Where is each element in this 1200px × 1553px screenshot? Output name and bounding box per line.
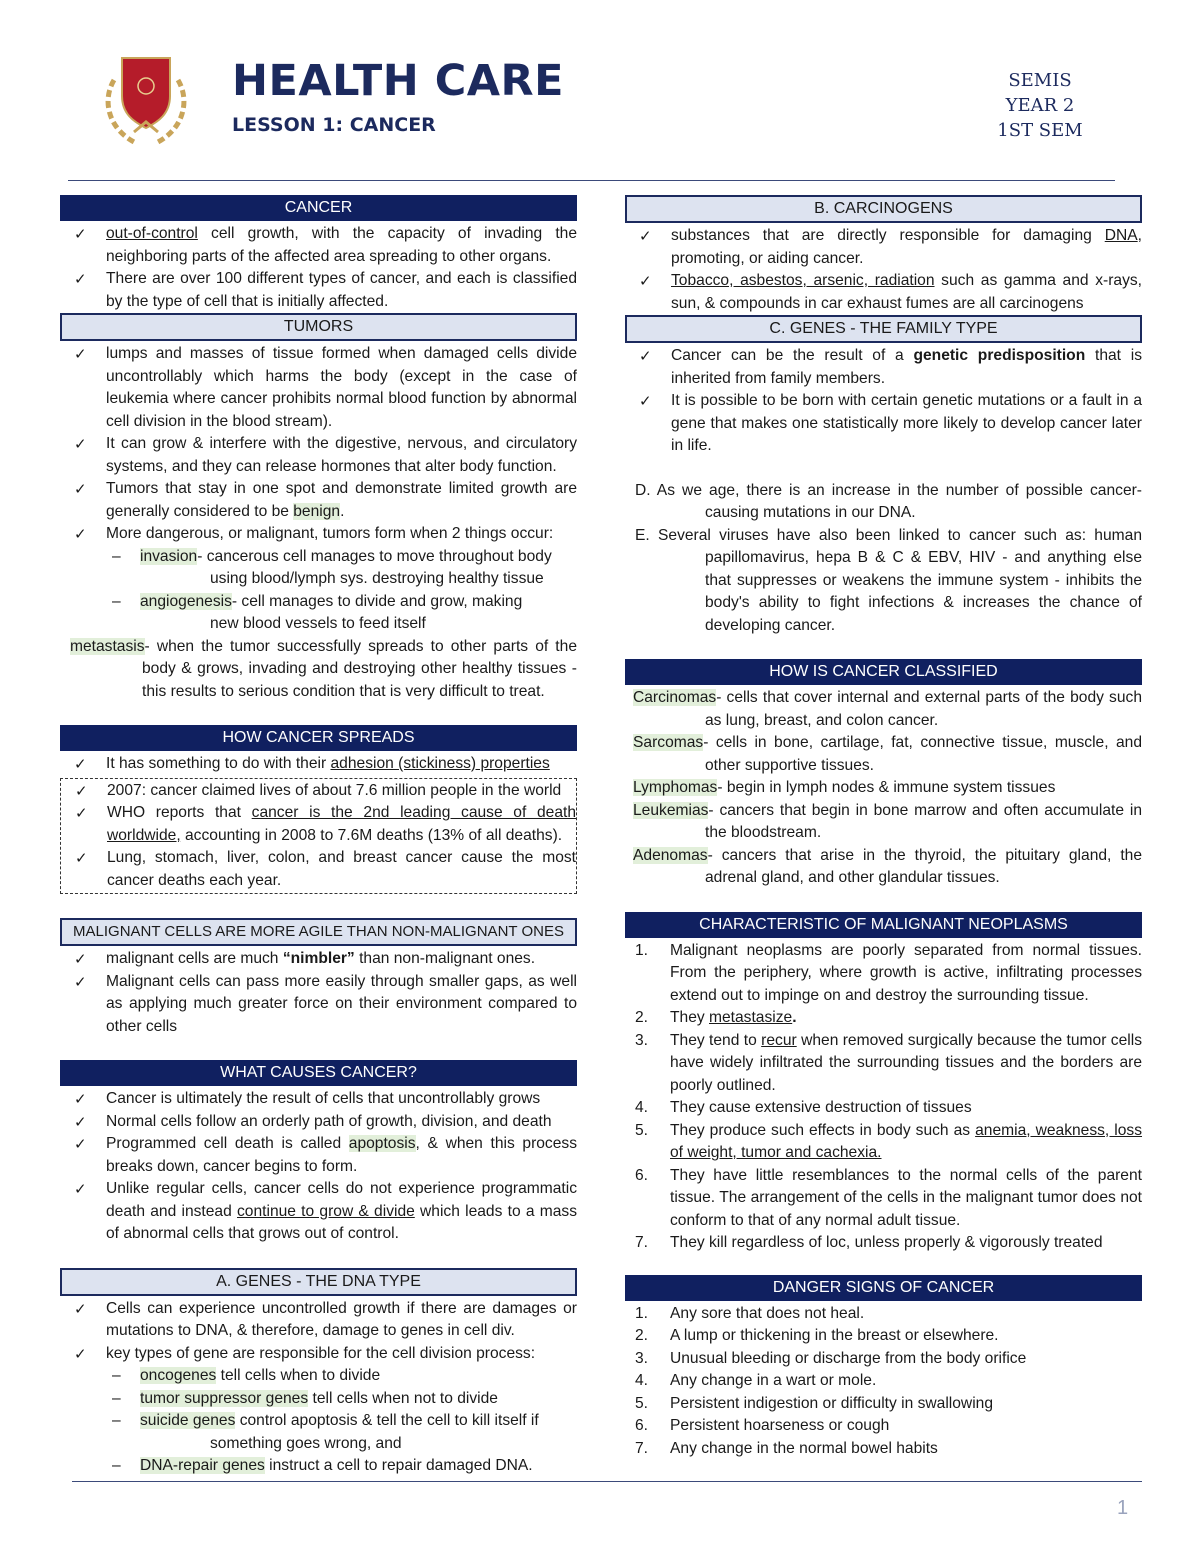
list-item: 7. Any change in the normal bowel habits (635, 1439, 938, 1457)
classification-item: Sarcomas- cells in bone, cartilage, fat, connective tissue, muscle, and other supportive tissues. (633, 734, 1142, 774)
section-heading: B. CARCINOGENS (625, 195, 1142, 223)
list-item: 1. Any sore that does not heal. (635, 1304, 865, 1322)
list-item: ✓ There are over 100 different types of cancer, and each is classified by the type of cell that is initially affected. (60, 268, 577, 313)
bullet-list (625, 225, 1142, 315)
list-item: 6. They have little resemblances to the normal cells of the parent tissue. The arrangement of the cells in the malignant tumor does not conform to that of any normal adult tissue. (635, 1166, 1142, 1229)
list-item: 4. They cause extensive destruction of tissues (635, 1099, 972, 1116)
right-column (625, 195, 1142, 1460)
classification-item: Adenomas- cancers that arise in the thyroid, the pituitary gland, the adrenal gland, and other glandular tissues. (633, 846, 1142, 886)
section-heading: CANCER (60, 195, 577, 221)
list-item: ✓ It is possible to be born with certain genetic mutations or a fault in a gene that makes one statistically more likely to develop cancer later in life. (625, 390, 1142, 458)
left-column (60, 195, 577, 1478)
list-item: ✓ Tobacco, asbestos, arsenic, radiation such as gamma and x-rays, sun, & compounds in car exhaust fumes are all carcinogens (625, 270, 1142, 315)
course-meta (985, 68, 1095, 143)
list-item: ✓ More dangerous, or malignant, tumors form when 2 things occur: (60, 523, 577, 546)
list-item: ✓ substances that are directly responsible for damaging DNA, promoting, or aiding cancer. (625, 225, 1142, 270)
bullet-list (60, 948, 577, 1038)
list-item: ✓ Cancer is ultimately the result of cells that uncontrollably grows (60, 1088, 577, 1111)
page-title: HEALTH CARE (232, 56, 565, 106)
dash-list (60, 546, 577, 636)
list-item: 2. They metastasize. (635, 1009, 797, 1026)
section-heading: HOW IS CANCER CLASSIFIED (625, 659, 1142, 685)
list-item: ✓ It has something to do with their adhesion (stickiness) properties (60, 753, 577, 776)
list-item: – DNA-repair genes instruct a cell to repair damaged DNA. (60, 1455, 577, 1478)
list-item: ✓ Tumors that stay in one spot and demonstrate limited growth are generally considered to be benign. (60, 478, 577, 523)
list-item: ✓ Normal cells follow an orderly path of growth, division, and death (60, 1111, 577, 1134)
list-item: ✓ lumps and masses of tissue formed when damaged cells divide uncontrollably which harms the body (except in the case of leukemia where cancer prohibits normal blood function by abnormal cell division in the blood stream). (60, 343, 577, 433)
list-item: 6. Persistent hoarseness or cough (635, 1417, 890, 1434)
section-heading: A. GENES - THE DNA TYPE (60, 1268, 577, 1296)
section-characteristic-malignant-neoplasms (625, 912, 1142, 1255)
section-tumors (60, 313, 577, 703)
section-heading: HOW CANCER SPREADS (60, 725, 577, 751)
list-item: ✓ Unlike regular cells, cancer cells do not experience programmatic death and instead continue to grow & divide which leads to a mass of abnormal cells that grows out of control. (60, 1178, 577, 1246)
numbered-list (625, 1303, 1142, 1461)
list-item: – invasion- cancerous cell manages to move throughout body using blood/lymph sys. destroying healthy tissue (60, 546, 577, 591)
section-heading: DANGER SIGNS OF CANCER (625, 1275, 1142, 1301)
section-what-causes-cancer (60, 1060, 577, 1246)
age-paragraph: D. As we age, there is an increase in the number of possible cancer-causing mutations in our DNA. (635, 481, 1142, 521)
list-item: ✓ key types of gene are responsible for the cell division process: (60, 1343, 577, 1366)
bullet-list (60, 1298, 577, 1366)
section-heading: WHAT CAUSES CANCER? (60, 1060, 577, 1086)
dash-list (60, 1365, 577, 1478)
viruses-paragraph: E. Several viruses have also been linked to cancer such as: human papillomavirus, hepa B & C & EBV, HIV - and anything else that suppresses or weakens the immune system - inhibits the body's ability to fight infections & increases the chance of developing cancer. (635, 526, 1142, 634)
section-cancer (60, 195, 577, 313)
bullet-list (625, 345, 1142, 458)
list-item: 3. They tend to recur when removed surgically because the tumor cells have widely infiltrated the surrounding tissues and the borders are poorly outlined. (635, 1031, 1142, 1094)
metastasis-definition: metastasis- when the tumor successfully spreads to other parts of the body & grows, invading and destroying other healthy tissues - this results to serious condition that is very difficult to treat. (70, 637, 577, 700)
section-genes-dna-type (60, 1268, 577, 1478)
list-item: – suicide genes control apoptosis & tell the cell to kill itself if something goes wrong, and (60, 1410, 577, 1455)
list-item: 5. They produce such effects in body such as anemia, weakness, loss of weight, tumor and cachexia. (635, 1121, 1143, 1161)
list-item: 1. Malignant neoplasms are poorly separated from normal tissues. From the periphery, where growth is active, infiltrating processes extend out to impinge on and destroy the surrounding tissue. (635, 941, 1142, 1004)
section-malignant-agile (60, 918, 577, 1038)
list-item: ✓ Programmed cell death is called apoptosis, & when this process breaks down, cancer begins to form. (60, 1133, 577, 1178)
section-danger-signs (625, 1275, 1142, 1461)
list-item: – oncogenes tell cells when to divide (60, 1365, 577, 1388)
section-heading: MALIGNANT CELLS ARE MORE AGILE THAN NON-MALIGNANT ONES (60, 918, 577, 946)
statistics-box (60, 778, 577, 895)
page-number: 1 (1117, 1497, 1129, 1519)
bullet-list (60, 1088, 577, 1246)
list-item: – angiogenesis- cell manages to divide and grow, making new blood vessels to feed itself (60, 591, 577, 636)
section-carcinogens (625, 195, 1142, 315)
list-item: ✓ malignant cells are much “nimbler” than non-malignant ones. (60, 948, 577, 971)
list-item: 4. Any change in a wart or mole. (635, 1372, 877, 1389)
section-heading: TUMORS (60, 313, 577, 341)
lesson-subtitle: LESSON 1: CANCER (232, 114, 436, 136)
section-how-cancer-spreads (60, 725, 577, 894)
classification-item: Leukemias- cancers that begin in bone marrow and often accumulate in the bloodstream. (633, 801, 1142, 841)
meta-term: SEMIS (1008, 70, 1072, 91)
bullet-list (61, 780, 576, 893)
section-heading: CHARACTERISTIC OF MALIGNANT NEOPLASMS (625, 912, 1142, 938)
school-crest-logo-icon (100, 50, 192, 150)
list-item: ✓ Cells can experience uncontrolled growth if there are damages or mutations to DNA, & therefore, damage to genes in cell div. (60, 1298, 577, 1343)
list-item: – tumor suppressor genes tell cells when not to divide (60, 1388, 577, 1411)
bullet-list (60, 753, 577, 776)
list-item: 3. Unusual bleeding or discharge from the body orifice (635, 1349, 1027, 1367)
list-item: ✓ It can grow & interfere with the digestive, nervous, and circulatory systems, and they can release hormones that alter body function. (60, 433, 577, 478)
list-item: ✓ Cancer can be the result of a genetic predisposition that is inherited from family members. (625, 345, 1142, 390)
section-genes-family-type (625, 315, 1142, 458)
list-item: ✓ out-of-control cell growth, with the capacity of invading the neighboring parts of the affected area spreading to other organs. (60, 223, 577, 268)
list-item: ✓ Malignant cells can pass more easily through smaller gaps, as well as applying much greater force on their environment compared to other cells (60, 971, 577, 1039)
list-item: ✓ 2007: cancer claimed lives of about 7.6 million people in the world (61, 780, 576, 803)
page-header (0, 0, 1200, 180)
list-item: 5. Persistent indigestion or difficulty in swallowing (635, 1394, 994, 1412)
list-item: 2. A lump or thickening in the breast or elsewhere. (635, 1327, 999, 1344)
section-heading: C. GENES - THE FAMILY TYPE (625, 315, 1142, 343)
list-item: ✓ Lung, stomach, liver, colon, and breast cancer cause the most cancer deaths each year. (61, 847, 576, 892)
classification-item: Carcinomas- cells that cover internal and external parts of the body such as lung, breast, and colon cancer. (633, 689, 1142, 729)
bullet-list (60, 223, 577, 313)
meta-semester: 1ST SEM (997, 120, 1083, 141)
header-divider (68, 180, 1115, 181)
list-item: ✓ WHO reports that cancer is the 2nd leading cause of death worldwide, accounting in 2008 to 7.6M deaths (13% of all deaths). (61, 802, 576, 847)
numbered-list (625, 940, 1142, 1255)
section-how-is-cancer-classified (625, 659, 1142, 890)
bullet-list (60, 343, 577, 546)
footer-divider (72, 1481, 1142, 1482)
list-item: 7. They kill regardless of loc, unless properly & vigorously treated (635, 1234, 1103, 1251)
classification-item: Lymphomas- begin in lymph nodes & immune system tissues (633, 779, 1056, 796)
meta-year: YEAR 2 (1005, 95, 1075, 116)
